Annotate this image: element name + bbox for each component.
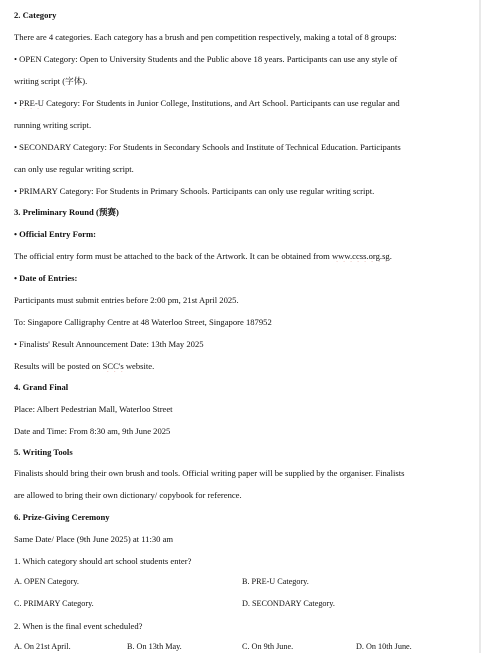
results-pre: Results will be posted on [14, 361, 103, 371]
question-1-option-d[interactable]: D. SECONDARY Category. [242, 599, 335, 608]
question-1-option-b[interactable]: B. PRE-U Category. [242, 577, 309, 586]
writing-tools-heading: 5. Writing Tools [14, 447, 73, 457]
question-1-option-a[interactable]: A. OPEN Category. [14, 577, 79, 586]
finalists-announcement: • Finalists' Result Announcement Date: 13th May 2025 [14, 339, 204, 349]
entry-form-url: www.ccss.org.sg [331, 251, 390, 261]
results-post: website. [123, 361, 155, 371]
grand-final-place: Place: Albert Pedestrian Mall, Waterloo Street [14, 404, 173, 414]
question-1-stem: 1. Which category should art school students enter? [14, 556, 192, 566]
secondary-category-line1: • SECONDARY Category: For Students in Secondary Schools and Institute of Technical Education. Participants [14, 142, 401, 152]
date-of-entries-heading: • Date of Entries: [14, 273, 78, 283]
results-line [14, 360, 476, 372]
tools-pre: Finalists should bring their own brush and tools. Official writing paper will be supplied by the [14, 468, 340, 478]
entry-form-period: . [389, 251, 392, 261]
submission-address: To: Singapore Calligraphy Centre at 48 Waterloo Street, Singapore 187952 [14, 317, 272, 327]
entry-form-heading: • Official Entry Form: [14, 229, 97, 239]
primary-category-line: • PRIMARY Category: For Students in Primary Schools. Participants can only use regular writing script. [14, 186, 375, 196]
grand-final-heading: 4. Grand Final [14, 382, 69, 392]
question-2-option-b[interactable]: B. On 13th May. [127, 642, 182, 651]
secondary-category-line2: can only use regular writing script. [14, 164, 134, 174]
prize-giving-heading: 6. Prize-Giving Ceremony [14, 512, 110, 522]
category-heading: 2. Category [14, 10, 57, 20]
category-intro: There are 4 categories. Each category has a brush and pen competition respectively, making a total of 8 groups: [14, 32, 397, 42]
open-category-line1: • OPEN Category: Open to University Students and the Public above 18 years. Participants can use any style of [14, 54, 398, 64]
preu-category-line2: running writing script. [14, 120, 92, 130]
date-of-entries-text: Participants must submit entries before 2:00 pm, 21st April 2025. [14, 295, 239, 305]
tools-post: . Finalists [371, 468, 405, 478]
question-1-option-c[interactable]: C. PRIMARY Category. [14, 599, 94, 608]
entry-form-sentence: The official entry form must be attached to the back of the Artwork. It can be obtained from [14, 251, 332, 261]
writing-tools-line1 [14, 467, 476, 479]
question-2-option-a[interactable]: A. On 21st April. [14, 642, 71, 651]
question-2-option-d[interactable]: D. On 10th June. [356, 642, 412, 651]
open-category-line2: writing script (字体). [14, 76, 88, 86]
spellcheck-word-preu: PRE-U [19, 98, 45, 108]
prize-giving-line: Same Date/ Place (9th June 2025) at 11:30 am [14, 534, 174, 544]
entry-form-text [14, 250, 476, 262]
writing-tools-line2: are allowed to bring their own dictionary/ copybook for reference. [14, 490, 242, 500]
preliminary-round-heading: 3. Preliminary Round (预赛) [14, 207, 119, 217]
question-2-stem: 2. When is the final event scheduled? [14, 621, 143, 631]
spellcheck-word-sccs: SCC's [102, 361, 124, 371]
spellcheck-word-organiser: organiser [339, 468, 372, 478]
question-2-option-c[interactable]: C. On 9th June. [242, 642, 294, 651]
bullet: • [14, 98, 20, 108]
preu-category-line1 [14, 97, 476, 109]
preu-line1-rest: Category: For Students in Junior College, Institutions, and Art School. Participants can use regular and [44, 98, 400, 108]
grand-final-datetime: Date and Time: From 8:30 am, 9th June 2025 [14, 426, 171, 436]
